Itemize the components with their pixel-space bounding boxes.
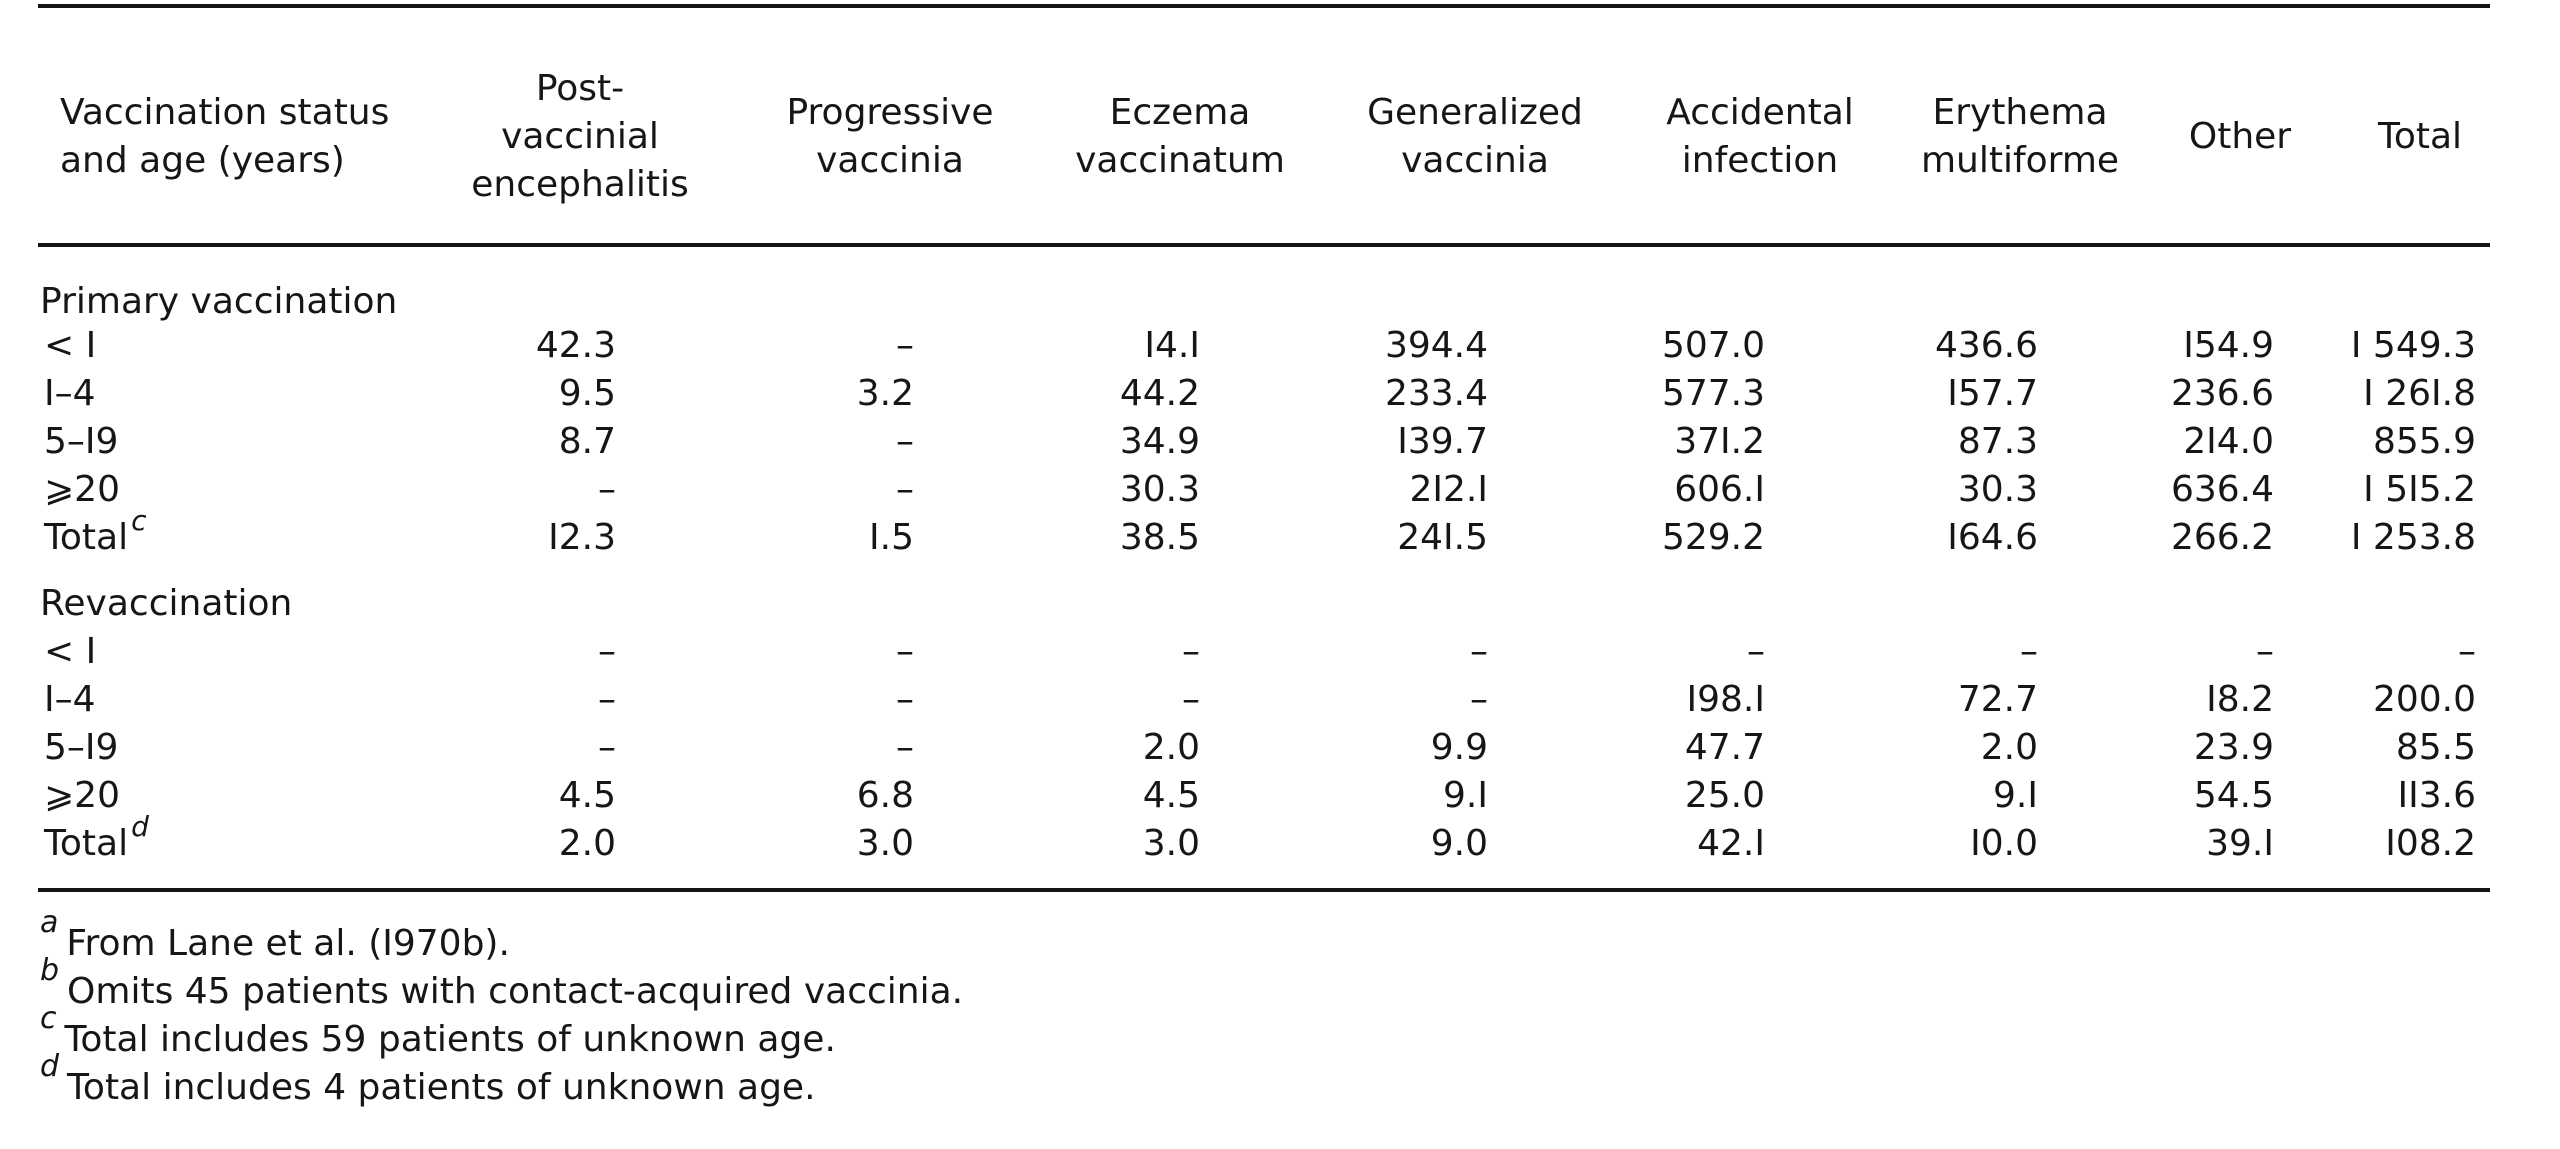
cell-progressive-vaccinia: 3.2: [856, 373, 914, 414]
cell-total: I08.2: [2385, 823, 2476, 864]
cell-other: 54.5: [2193, 775, 2274, 816]
cell-progressive-vaccinia: –: [896, 421, 914, 462]
footnote-b: $^b$Omits 45 patients with contact-acquired vaccinia.: [40, 953, 964, 1012]
cell-eczema-vaccinatum: –: [1182, 631, 1200, 672]
cell-total: 85.5: [2395, 727, 2476, 768]
cell-eczema-vaccinatum: 34.9: [1119, 421, 1200, 462]
table-row: [0, 504, 2560, 562]
cell-other: 2I4.0: [2183, 421, 2274, 462]
table-row: [0, 724, 2560, 772]
table-bottom-rule: [38, 888, 2490, 892]
cell-other: 636.4: [2170, 469, 2274, 510]
section-title-revaccination: Revaccination: [40, 583, 293, 624]
row-label: < I: [44, 325, 97, 366]
cell-accidental-infection: 25.0: [1684, 775, 1765, 816]
cell-eczema-vaccinatum: 2.0: [1142, 727, 1200, 768]
cell-erythema-multiforme: 436.6: [1934, 325, 2038, 366]
cell-accidental-infection: 42.I: [1697, 823, 1765, 864]
header-progressive-vaccinia: Progressive vaccinia: [786, 92, 994, 181]
footnote-d: $^d$Total includes 4 patients of unknown age.: [40, 1049, 816, 1108]
cell-erythema-multiforme: 72.7: [1957, 679, 2038, 720]
row-label: Total $^d$: [44, 810, 149, 864]
cell-post-vaccinial-encephalitis: 9.5: [558, 373, 616, 414]
table-row: [0, 322, 2560, 370]
table-row: [0, 772, 2560, 820]
header-post-vaccinial-encephalitis: Post- vaccinial encephalitis: [471, 68, 689, 205]
cell-generalized-vaccinia: I39.7: [1397, 421, 1488, 462]
cell-total: 855.9: [2372, 421, 2476, 462]
cell-generalized-vaccinia: 24I.5: [1397, 517, 1488, 558]
cell-post-vaccinial-encephalitis: –: [598, 631, 616, 672]
cell-progressive-vaccinia: I.5: [869, 517, 914, 558]
cell-accidental-infection: I98.I: [1686, 679, 1765, 720]
cell-eczema-vaccinatum: 30.3: [1119, 469, 1200, 510]
cell-accidental-infection: –: [1747, 631, 1765, 672]
header-vaccination-status: Vaccination status and age (years): [60, 92, 390, 181]
row-label: ⩾20: [44, 775, 120, 816]
table-row: [0, 810, 2560, 868]
cell-progressive-vaccinia: –: [896, 325, 914, 366]
table-row: [0, 628, 2560, 676]
cell-erythema-multiforme: 30.3: [1957, 469, 2038, 510]
cell-eczema-vaccinatum: 4.5: [1142, 775, 1200, 816]
header-erythema-multiforme: Erythema multiforme: [1920, 92, 2120, 181]
header-eczema-vaccinatum: Eczema vaccinatum: [1075, 92, 1285, 181]
cell-eczema-vaccinatum: 44.2: [1119, 373, 1200, 414]
cell-other: –: [2256, 631, 2274, 672]
table-row: [0, 676, 2560, 724]
cell-post-vaccinial-encephalitis: 8.7: [558, 421, 616, 462]
cell-accidental-infection: 529.2: [1661, 517, 1765, 558]
cell-other: 266.2: [2170, 517, 2274, 558]
cell-erythema-multiforme: I64.6: [1947, 517, 2038, 558]
cell-progressive-vaccinia: –: [896, 631, 914, 672]
cell-progressive-vaccinia: –: [896, 679, 914, 720]
cell-generalized-vaccinia: 233.4: [1384, 373, 1488, 414]
cell-other: 39.I: [2206, 823, 2274, 864]
cell-total: I 253.8: [2350, 517, 2476, 558]
cell-eczema-vaccinatum: 38.5: [1119, 517, 1200, 558]
cell-accidental-infection: 577.3: [1661, 373, 1765, 414]
cell-generalized-vaccinia: –: [1470, 631, 1488, 672]
row-label: 5–I9: [44, 727, 119, 768]
table-row: [0, 466, 2560, 514]
header-divider-rule: [38, 243, 2490, 247]
cell-post-vaccinial-encephalitis: 2.0: [558, 823, 616, 864]
row-label: I–4: [44, 373, 96, 414]
cell-post-vaccinial-encephalitis: –: [598, 469, 616, 510]
cell-post-vaccinial-encephalitis: 4.5: [558, 775, 616, 816]
cell-accidental-infection: 37I.2: [1674, 421, 1765, 462]
cell-erythema-multiforme: 87.3: [1957, 421, 2038, 462]
row-label: 5–I9: [44, 421, 119, 462]
header-accidental-infection: Accidental infection: [1666, 92, 1854, 181]
row-label: I–4: [44, 679, 96, 720]
cell-progressive-vaccinia: 3.0: [856, 823, 914, 864]
cell-generalized-vaccinia: 9.9: [1430, 727, 1488, 768]
cell-accidental-infection: 606.I: [1674, 469, 1765, 510]
cell-erythema-multiforme: I0.0: [1970, 823, 2038, 864]
cell-progressive-vaccinia: 6.8: [856, 775, 914, 816]
cell-generalized-vaccinia: –: [1470, 679, 1488, 720]
cell-total: I 549.3: [2350, 325, 2476, 366]
footnote-c: $^c$Total includes 59 patients of unknown age.: [40, 1001, 836, 1060]
cell-accidental-infection: 507.0: [1661, 325, 1765, 366]
cell-post-vaccinial-encephalitis: I2.3: [548, 517, 616, 558]
row-label: ⩾20: [44, 469, 120, 510]
cell-total: I 26I.8: [2363, 373, 2476, 414]
cell-progressive-vaccinia: –: [896, 727, 914, 768]
cell-erythema-multiforme: –: [2020, 631, 2038, 672]
table-row: [0, 370, 2560, 418]
section-title-primary: Primary vaccination: [40, 281, 398, 322]
cell-generalized-vaccinia: 394.4: [1384, 325, 1488, 366]
cell-erythema-multiforme: I57.7: [1947, 373, 2038, 414]
cell-total: I 5I5.2: [2363, 469, 2476, 510]
cell-progressive-vaccinia: –: [896, 469, 914, 510]
table-top-rule: [38, 4, 2490, 8]
cell-eczema-vaccinatum: I4.I: [1144, 325, 1200, 366]
cell-other: I8.2: [2206, 679, 2274, 720]
cell-eczema-vaccinatum: –: [1182, 679, 1200, 720]
cell-post-vaccinial-encephalitis: 42.3: [535, 325, 616, 366]
cell-eczema-vaccinatum: 3.0: [1142, 823, 1200, 864]
header-other: Other: [2188, 116, 2292, 157]
cell-erythema-multiforme: 2.0: [1980, 727, 2038, 768]
header-generalized-vaccinia: Generalized vaccinia: [1367, 92, 1583, 181]
cell-other: 236.6: [2170, 373, 2274, 414]
cell-post-vaccinial-encephalitis: –: [598, 679, 616, 720]
cell-other: I54.9: [2183, 325, 2274, 366]
cell-total: 200.0: [2372, 679, 2476, 720]
row-label: Total $^c$: [44, 504, 147, 558]
cell-post-vaccinial-encephalitis: –: [598, 727, 616, 768]
cell-generalized-vaccinia: 9.0: [1430, 823, 1488, 864]
cell-erythema-multiforme: 9.I: [1993, 775, 2038, 816]
header-total: Total: [2377, 116, 2463, 157]
cell-accidental-infection: 47.7: [1684, 727, 1765, 768]
cell-generalized-vaccinia: 2I2.I: [1409, 469, 1488, 510]
cell-other: 23.9: [2193, 727, 2274, 768]
cell-total: II3.6: [2397, 775, 2476, 816]
cell-generalized-vaccinia: 9.I: [1443, 775, 1488, 816]
table-row: [0, 418, 2560, 466]
row-label: < I: [44, 631, 97, 672]
cell-total: –: [2458, 631, 2476, 672]
footnote-a: $^a$From Lane et al. (I970b).: [40, 905, 510, 964]
